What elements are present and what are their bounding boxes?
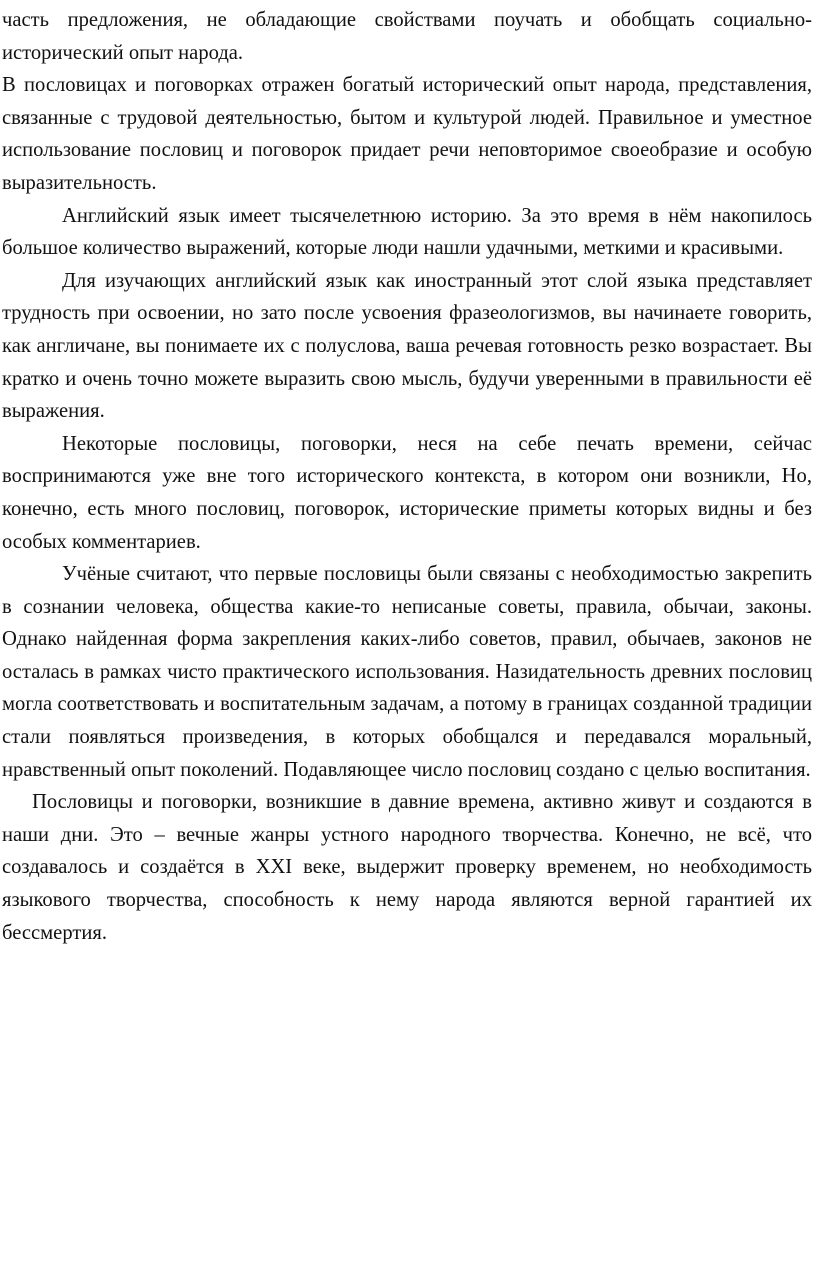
paragraph-1: часть предложения, не обладающие свойствами поучать и обобщать социально-исторический опыт народа. — [2, 9, 812, 64]
paragraph-7: Пословицы и поговорки, возникшие в давние времена, активно живут и создаются в наши дни. Это – вечные жанры устного народного творчества. Конечно, не всё, что создавалось и создаётся в XXI веке, выдержит проверку временем, но необходимость языкового творчества, способность к нему народа являются верной гарантией их бессмертия. — [2, 791, 812, 944]
paragraph-6: Учёные считают, что первые пословицы были связаны с необходимостью закрепить в сознании человека, общества какие-то неписаные советы, правила, обычаи, законы. Однако найденная форма закрепления каких-либо советов, правил, обычаев, законов не осталась в рамках чисто практического использования. Назидательность древних пословиц могла соответствовать и воспитательным задачам, а потому в границах созданной традиции стали появляться произведения, в которых обобщался и передавался моральный, нравственный опыт поколений. Подавляющее число пословиц создано с целью воспитания. — [2, 563, 812, 781]
document-body — [2, 4, 812, 949]
paragraph-3: Английский язык имеет тысячелетнюю историю. За это время в нём накопилось большое количество выражений, которые люди нашли удачными, меткими и красивыми. — [2, 204, 812, 260]
paragraph-2: В пословицах и поговорках отражен богатый исторический опыт народа, представления, связанные с трудовой деятельностью, бытом и культурой людей. Правильное и уместное использование пословиц и поговорок придает речи неповторимое своеобразие и особую выразительность. — [2, 74, 812, 194]
paragraph-4: Для изучающих английский язык как иностранный этот слой языка представляет трудность при освоении, но зато после усвоения фразеологизмов, вы начинаете говорить, как англичане, вы понимаете их с полуслова, ваша речевая готовность резко возрастает. Вы кратко и очень точно можете выразить свою мысль, будучи уверенными в правильности её выражения. — [2, 269, 812, 423]
paragraph-5: Некоторые пословицы, поговорки, неся на себе печать времени, сейчас воспринимаются уже вне того исторического контекста, в котором они возникли, Но, конечно, есть много пословиц, поговорок, исторические приметы которых видны и без особых комментариев. — [2, 432, 812, 553]
